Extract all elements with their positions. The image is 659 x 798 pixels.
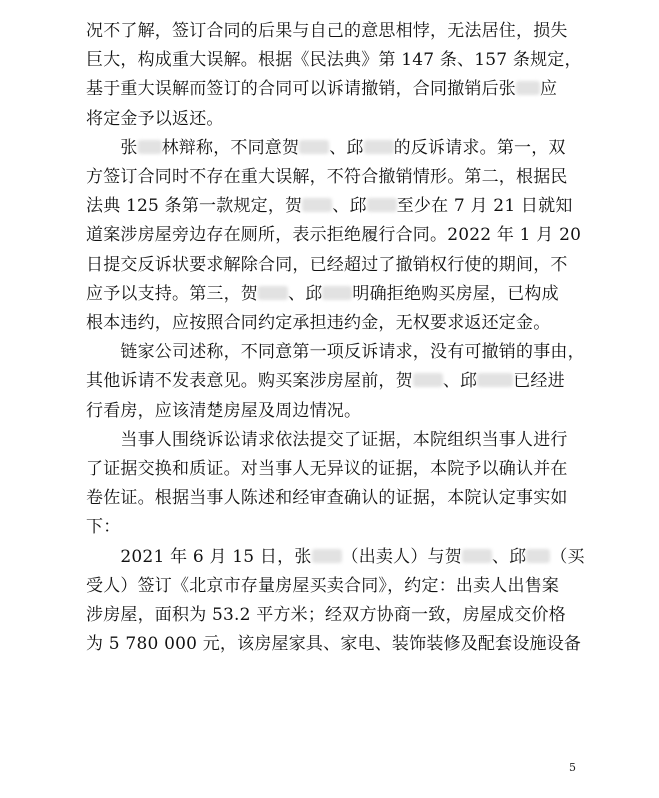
text-line: 涉房屋，面积为 53.2 平方米；经双方协商一致，房屋成交价格 (86, 605, 566, 626)
page-number: 5 (569, 761, 576, 774)
text-line: 2021 年 6 月 15 日，张 （出卖人）与贺 、邱 （买 (86, 546, 585, 567)
text-line: 根本违约，应按照合同约定承担违约金，无权要求返还定金。 (86, 313, 551, 334)
redaction-mark (477, 373, 513, 387)
text-line: 法典 125 条第一款规定，贺 、邱 至少在 7 月 21 日就知 (86, 196, 573, 217)
text-line: 况不了解，签订合同的后果与自己的意思相悖，无法居住，损失 (86, 21, 568, 41)
text-line: 应予以支持。第三，贺 、邱 明确拒绝购买房屋，已构成 (86, 283, 559, 304)
paragraph-continuation (86, 17, 580, 134)
text-line: 链家公司述称，不同意第一项反诉请求，没有可撤销的事由， (86, 342, 585, 363)
redaction-mark (138, 140, 162, 154)
document-body (86, 17, 585, 659)
text-line: 卷佐证。根据当事人陈述和经审查确认的证据，本院认定事实如 (86, 488, 568, 509)
text-line: 张 林辩称，不同意贺 、邱 的反诉请求。第一，双 (86, 137, 566, 158)
redaction-mark (258, 286, 288, 300)
redaction-mark (302, 198, 332, 212)
paragraph-defense-zhang (86, 134, 580, 338)
text-line: 为 5 780 000 元，该房屋家具、家电、装饰装修及配套设施设备 (86, 634, 582, 655)
text-line: 受人）签订《北京市存量房屋买卖合同》，约定：出卖人出售案 (86, 575, 560, 596)
redaction-mark (516, 81, 540, 95)
text-line: 方签订合同时不存在重大误解，不符合撤销情形。第二，根据民 (86, 167, 568, 188)
text-line: 将定金予以返还。 (86, 108, 224, 129)
text-line: 下： (86, 517, 121, 538)
redaction-mark (526, 549, 550, 563)
paragraph-facts (86, 543, 585, 660)
text-line: 基于重大误解而签订的合同可以诉请撤销，合同撤销后张 应 (86, 79, 558, 100)
redaction-mark (413, 373, 443, 387)
redaction-mark (322, 286, 352, 300)
paragraph-evidence (86, 426, 580, 543)
redaction-mark (367, 198, 397, 212)
redaction-mark (462, 549, 492, 563)
text-line: 行看房，应该清楚房屋及周边情况。 (86, 400, 362, 421)
text-line: 巨大，构成重大误解。根据《民法典》第 147 条、157 条规定， (86, 50, 582, 71)
redaction-mark (299, 140, 329, 154)
text-line: 其他诉请不发表意见。购买案涉房屋前，贺 、邱 已经进 (86, 371, 565, 392)
text-line: 日提交反诉状要求解除合同，已经超过了撤销权行使的期间，不 (86, 254, 568, 275)
text-line: 道案涉房屋旁边存在厕所，表示拒绝履行合同。2022 年 1 月 20 (86, 225, 582, 246)
redaction-mark (312, 549, 342, 563)
redaction-mark (364, 140, 394, 154)
text-line: 了证据交换和质证。对当事人无异议的证据，本院予以确认并在 (86, 459, 568, 480)
text-line: 当事人围绕诉讼请求依法提交了证据，本院组织当事人进行 (86, 429, 568, 450)
paragraph-lianjia-statement (86, 338, 585, 426)
